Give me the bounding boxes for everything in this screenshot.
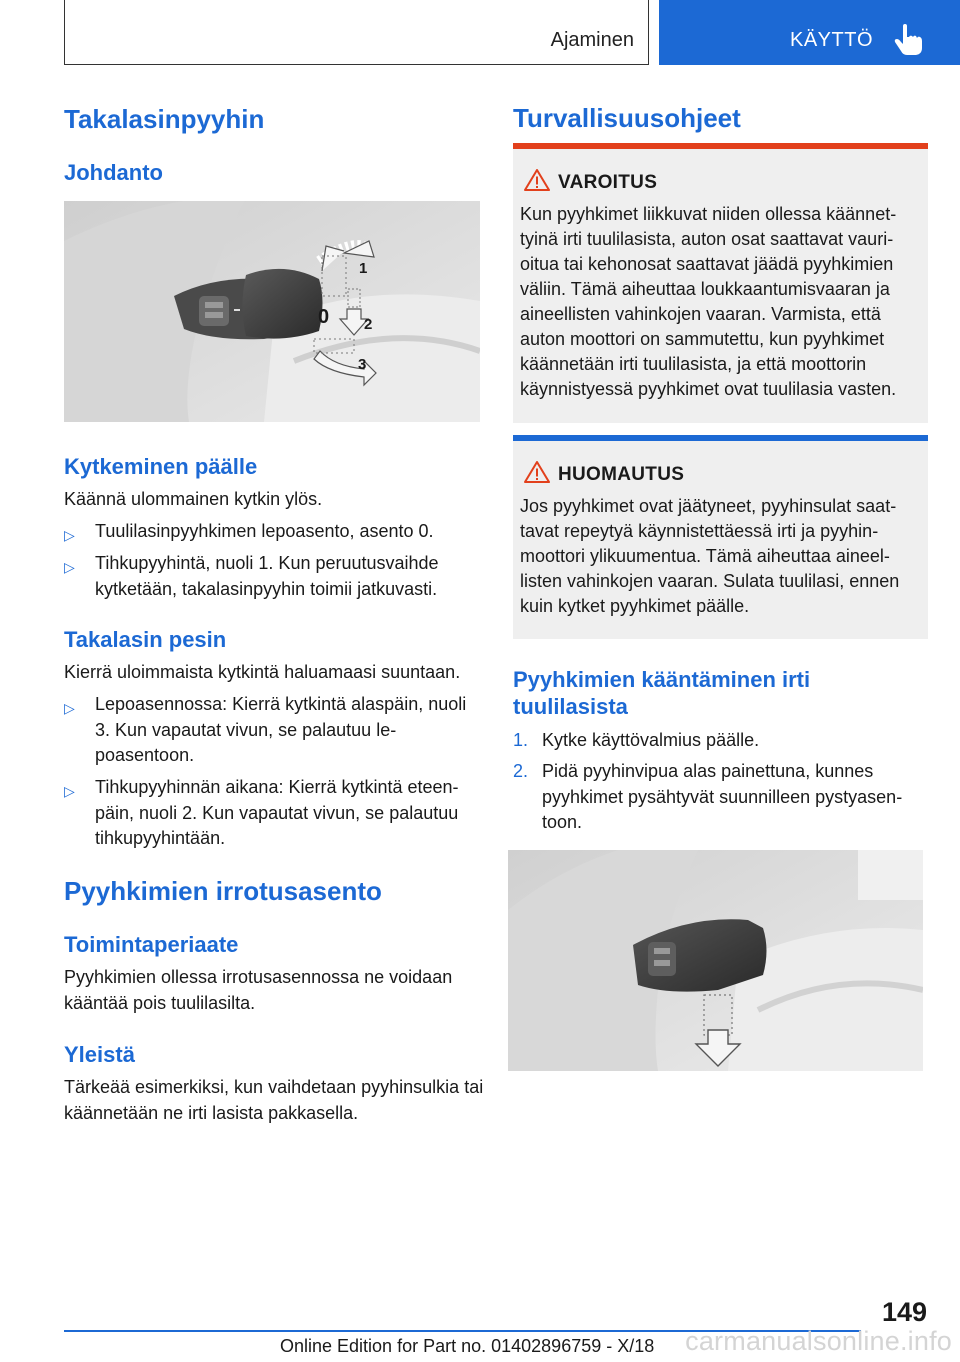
list-item — [513, 728, 928, 754]
section-title-safety: Turvallisuusohjeet — [513, 103, 741, 133]
notice-triangle-icon — [524, 460, 550, 484]
section-title-wiper-release-position: Pyyhkimien irrotusasento — [64, 876, 382, 906]
heading-switch-on: Kytkeminen päälle — [64, 454, 258, 479]
list-item — [64, 519, 485, 545]
heading-operating-principle: Toimintaperiaate — [64, 932, 239, 957]
heading-introduction: Johdanto — [64, 160, 163, 185]
list-item-text: Tihkupyyhintä, nuoli 1. Kun peruutusvaihde kytketään, takalasinpyyhin toimii jatkuvasti. — [95, 553, 439, 599]
bullet-triangle-icon: ▷ — [64, 559, 75, 575]
list-item — [64, 692, 485, 770]
watermark-text: carmanualsonline.info — [685, 1326, 952, 1356]
warning-title: VAROITUS — [558, 172, 658, 193]
notice-text: Jos pyyhkimet ovat jäätyneet, pyyhinsulat saattavat repeytyä käynnistettäessä irti ja pyyhinmoottori ylikuumentua. Tämä aiheuttaa aineellisten vahinkojen vaaran. Sulata tuulilasi, ennen kuin kytket pyyhkimet päälle. — [520, 496, 900, 616]
list-item-text: Tuulilasinpyyhkimen lepoasento, asento 0. — [95, 521, 434, 541]
figure-label-arrow-1: 1 — [359, 260, 368, 277]
warning-box — [513, 143, 928, 423]
list-item — [513, 759, 928, 837]
figure-label-arrow-2: 2 — [364, 316, 373, 333]
figure-label-arrow-3: 3 — [358, 356, 367, 373]
bullet-triangle-icon: ▷ — [64, 700, 75, 716]
page-number: 149 — [881, 1297, 927, 1327]
list-item-text: Pidä pyyhinvipua alas painettuna, kunnes pyyhkimet pysähtyvät suunnilleen pystyasentoon. — [542, 761, 903, 832]
list-item-text: Kytke käyttövalmius päälle. — [542, 730, 760, 750]
list-item — [64, 775, 485, 853]
wiper-lever-image — [508, 850, 923, 1071]
header-chapter-label: KÄYTTÖ — [790, 29, 874, 51]
operating-principle-text: Pyyhkimien ollessa irrotusasennossa ne voidaan kääntää pois tuulilasilta. — [64, 967, 453, 1013]
figure-label-position-0: 0 — [318, 306, 330, 328]
heading-folding-wipers: Pyyhkimien kääntäminen irti tuulilasista — [513, 667, 811, 719]
warning-bar — [513, 143, 928, 149]
rear-wiper-switch-image — [64, 201, 480, 422]
rear-wiper-switch-illustration — [64, 201, 480, 422]
header-chapter-tab[interactable] — [659, 0, 960, 65]
switch-on-text: Käännä ulommainen kytkin ylös. — [64, 489, 323, 509]
wiper-lever-illustration — [508, 850, 923, 1071]
section-title-rear-wiper: Takalasinpyyhin — [64, 104, 265, 134]
list-item-text: Tihkupyyhinnän aikana: Kierrä kytkintä eteenpäin, nuoli 2. Kun vapautat vivun, se palautuu tihkupyyhintään. — [95, 777, 459, 848]
hand-pointer-icon — [894, 24, 924, 56]
bullet-triangle-icon: ▷ — [64, 783, 75, 799]
warning-text: Kun pyyhkimet liikkuvat niiden ollessa käännettyinä irti tuulilasista, auton osat saattavat vaurioitua tai kehonosat saattavat jäädä pyyhkimien väliin. Tämä aiheuttaa loukkaantumisvaaran ja aineellisten vahinkojen vaaran. Varmista, että auton moottori on sammutettu, kun pyyhkimet käännetään irti tuulilasista, ja että moottorin käynnistyessä pyyhkimet ovat tuulilasia vasten. — [520, 204, 897, 399]
header-section-title: Ajaminen — [550, 29, 634, 51]
bullet-triangle-icon: ▷ — [64, 527, 75, 543]
notice-bar — [513, 435, 928, 441]
step-number: 2. — [513, 761, 529, 781]
footer-edition-text: Online Edition for Part no. 01402896759 - X/18 — [280, 1336, 655, 1356]
list-item-text: Lepoasennossa: Kierrä kytkintä alaspäin, nuoli 3. Kun vapautat vivun, se palautuu lepoasentoon. — [95, 694, 467, 765]
rear-washer-text: Kierrä uloimmaista kytkintä haluamaasi suuntaan. — [64, 662, 461, 682]
general-text: Tärkeää esimerkiksi, kun vaihdetaan pyyhinsulkia tai käännetään ne irti lasista pakkasella. — [64, 1077, 484, 1123]
warning-triangle-icon — [524, 168, 550, 192]
step-number: 1. — [513, 730, 529, 750]
heading-rear-washer: Takalasin pesin — [64, 627, 227, 652]
heading-general: Yleistä — [64, 1042, 135, 1067]
notice-title: HUOMAUTUS — [558, 464, 685, 485]
notice-box — [513, 435, 928, 639]
header-section-box — [64, 0, 649, 65]
list-item — [64, 551, 485, 603]
